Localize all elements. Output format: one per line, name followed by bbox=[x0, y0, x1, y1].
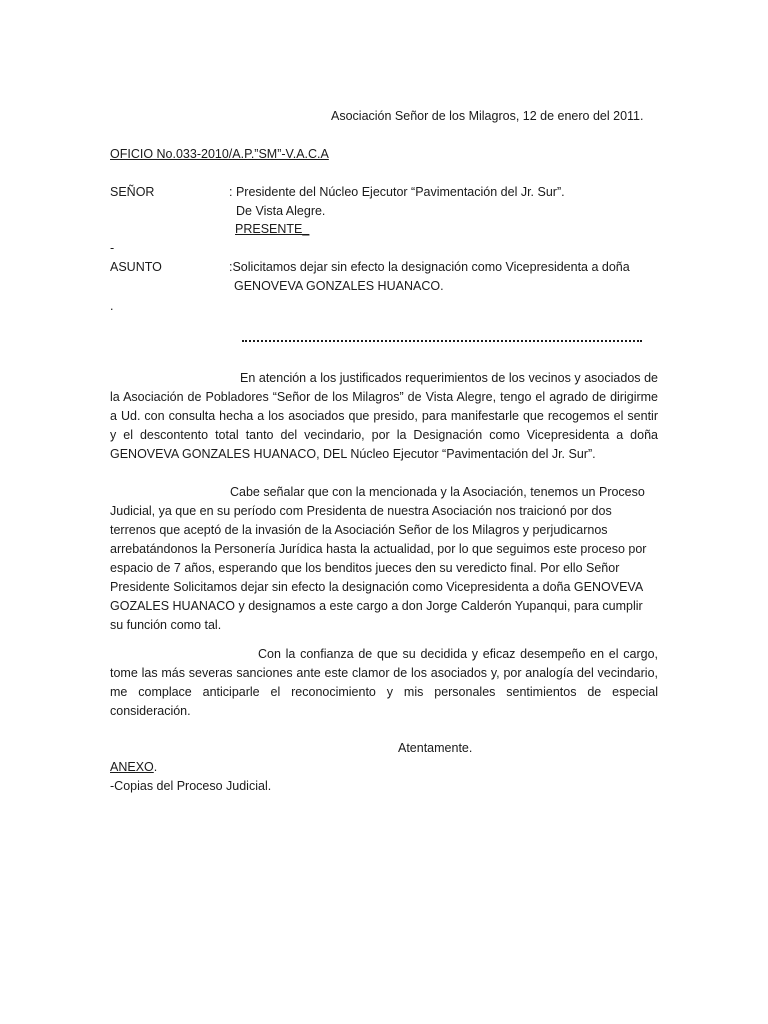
dotted-separator bbox=[242, 337, 642, 342]
closing-salutation: Atentamente. bbox=[398, 741, 473, 755]
annex-item: -Copias del Proceso Judicial. bbox=[110, 779, 272, 793]
subject-line-1: :Solicitamos dejar sin efecto la designación como Vicepresidenta a doña bbox=[229, 260, 630, 274]
body-paragraph-1: En atención a los justificados requerimientos de los vecinos y asociados de la Asociación de Pobladores “Señor de los Milagros” de Vista Alegre, tengo el agrado de dirigirme a Ud. con consulta hecha a los asociados que presido, para manifestarle que recogemos el sentir y el descontento total tanto del vecindario, por la Designación como Vicepresidenta a doña GENOVEVA GONZALES HUANACO, DEL Núcleo Ejecutor “Pavimentación del Jr. Sur”. bbox=[110, 371, 658, 461]
annex-label: ANEXO bbox=[110, 760, 154, 774]
body-paragraph-3: Con la confianza de que su decidida y eficaz desempeño en el cargo, tome las más severas sanciones ante este clamor de los asociados y, por analogía del vecindario, me complace anticiparle el reconocimiento y mis personales sentimientos de especial consideración. bbox=[110, 647, 658, 718]
recipient-mark: - bbox=[110, 241, 115, 255]
body-paragraph-2: Cabe señalar que con la mencionada y la Asociación, tenemos un Proceso Judicial, ya que en su período com Presidenta de nuestra Asociación nos traicionó por dos terrenos que aceptó de la invasión de la Asociación Señor de los Milagros y perjudicarnos arrebatándonos la Personería Jurídica hasta la actualidad, por lo que seguimos este proceso por espacio de 7 años, esperando que los benditos jueces den su veredicto final. Por ello Señor Presidente Solicitamos dejar sin efecto la designación como Vicepresidenta a doña GENOVEVA GOZALES HUANACO y designamos a este cargo a don Jorge Calderón Yupanqui, para cumplir su función como tal. bbox=[110, 485, 647, 632]
recipient-presente: PRESENTE_ bbox=[235, 222, 310, 236]
recipient-line-1: : Presidente del Núcleo Ejecutor “Pavimentación del Jr. Sur”. bbox=[229, 185, 565, 199]
recipient-line-2: De Vista Alegre. bbox=[236, 204, 326, 218]
annex-heading bbox=[110, 759, 157, 775]
oficio-number: OFICIO No.033-2010/A.P.”SM”-V.A.C.A bbox=[110, 147, 329, 161]
subject-line-2: GENOVEVA GONZALES HUANACO. bbox=[234, 279, 444, 293]
subject-label: ASUNTO bbox=[110, 260, 162, 274]
place-date: Asociación Señor de los Milagros, 12 de enero del 2011. bbox=[331, 109, 644, 123]
subject-mark: . bbox=[110, 299, 114, 313]
annex-dot: . bbox=[153, 760, 158, 774]
recipient-label: SEÑOR bbox=[110, 185, 155, 199]
